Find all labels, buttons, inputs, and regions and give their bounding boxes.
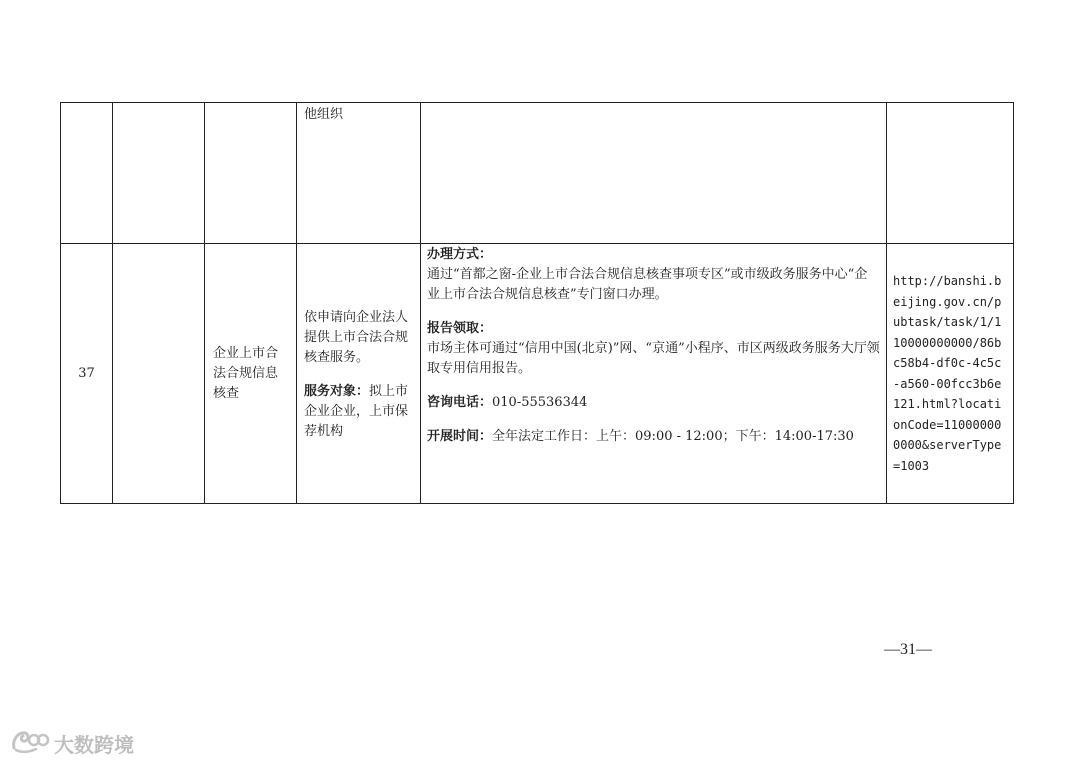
- watermark-text: 大数跨境: [54, 733, 134, 757]
- item-name: 企业上市合法合规信息核查: [213, 345, 279, 401]
- table-row: [61, 244, 1014, 504]
- hours-text: 全年法定工作日：上午：09:00 - 12:00；下午：14:00-17:30: [492, 429, 854, 444]
- table-row: [61, 103, 1014, 244]
- watermark: [10, 728, 134, 759]
- row-number: 37: [61, 244, 113, 504]
- table-cell: [887, 103, 1014, 244]
- logo-icon: [10, 728, 54, 759]
- service-table: [60, 102, 1014, 504]
- method-text: 通过“首都之窗-企业上市合法合规信息核查事项专区”或市级政务服务中心“企业上市合法合规信息核查”专门窗口办理。: [427, 267, 868, 302]
- table-cell: [421, 103, 887, 244]
- service-target: [304, 382, 413, 442]
- table-cell: [297, 103, 421, 244]
- table-cell: [205, 244, 297, 504]
- hours-line: [427, 427, 880, 447]
- phone-number: 010-55536344: [492, 395, 588, 410]
- table-cell: [205, 103, 297, 244]
- phone-line: [427, 393, 880, 413]
- service-url[interactable]: http://banshi.beijing.gov.cn/pubtask/task/1/110000000000/86bc58b4-df0c-4c5c-a560-00fcc3b6e121.html?locationCode=110000000000&serverType=1003: [893, 274, 1002, 473]
- service-target-label: 服务对象：: [304, 383, 370, 399]
- continued-text: 他组织: [304, 107, 344, 122]
- item-description: 依申请向企业法人提供上市合法合规核查服务。: [304, 309, 409, 365]
- table-cell: [113, 103, 205, 244]
- hours-label: 开展时间：: [427, 429, 493, 444]
- phone-label: 咨询电话：: [427, 395, 493, 410]
- report-text: 市场主体可通过“信用中国(北京)”网、“京通”小程序、市区两级政务服务大厅领取专用信用报告。: [427, 341, 880, 376]
- table-cell: [61, 103, 113, 244]
- table-cell: [297, 244, 421, 504]
- table-cell: [887, 244, 1014, 504]
- table-cell: [113, 244, 205, 504]
- table-cell: [421, 244, 887, 504]
- service-target-text: 拟上市企业企业，上市保荐机构: [304, 383, 409, 439]
- method-label: 办理方式：: [427, 247, 493, 262]
- report-label: 报告领取：: [427, 321, 493, 336]
- page-number: —31—: [884, 641, 932, 658]
